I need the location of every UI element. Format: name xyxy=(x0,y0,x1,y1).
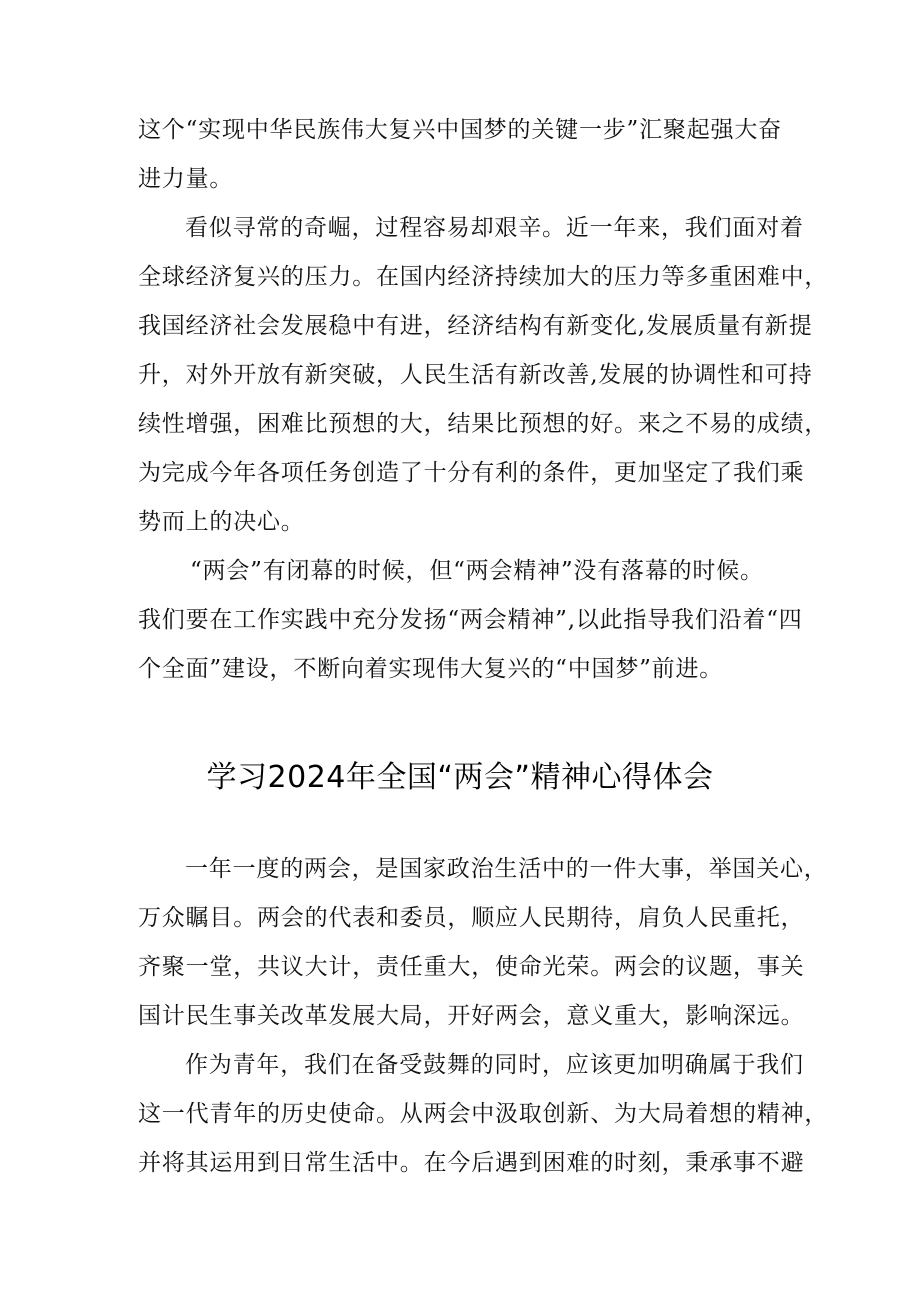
text-line: 个全面”建设，不断向着实现伟大复兴的“中国梦”前进。 xyxy=(138,656,724,682)
text-line: 作为青年，我们在备受鼓舞的同时，应该更加明确属于我们 xyxy=(185,1052,804,1078)
text-line: 为完成今年各项任务创造了十分有利的条件，更加坚定了我们乘 xyxy=(138,460,805,486)
text-line: 我国经济社会发展稳中有进，经济结构有新变化,发展质量有新提 xyxy=(138,313,813,339)
text-line: 一年一度的两会，是国家政治生活中的一件大事，举国关心， xyxy=(185,856,828,882)
body-text-section-1 xyxy=(138,106,829,694)
text-line: 齐聚一堂，共议大计，责任重大，使命光荣。两会的议题，事关 xyxy=(138,954,805,980)
text-line: 看似寻常的奇崛，过程容易却艰辛。近一年来，我们面对着 xyxy=(185,215,804,241)
text-line: 全球经济复兴的压力。在国内经济持续加大的压力等多重困难中， xyxy=(138,264,829,290)
text-line: 我们要在工作实践中充分发扬“两会精神”,以此指导我们沿着“四 xyxy=(138,607,803,633)
body-text-section-2 xyxy=(138,845,829,1188)
text-line: 万众瞩目。两会的代表和委员，顺应人民期待，肩负人民重托， xyxy=(138,905,805,931)
page-title: 学习2024年全国“两会”精神心得体会 xyxy=(206,760,714,795)
text-line: 国计民生事关改革发展大局，开好两会，意义重大，影响深远。 xyxy=(138,1003,805,1029)
text-line: 续性增强，困难比预想的大，结果比预想的好。来之不易的成绩， xyxy=(138,411,829,437)
text-line: 并将其运用到日常生活中。在今后遇到困难的时刻，秉承事不避 xyxy=(138,1150,805,1176)
text-line: 这个“实现中华民族伟大复兴中国梦的关键一步”汇聚起强大奋 xyxy=(138,117,782,143)
text-line: 升，对外开放有新突破，人民生活有新改善,发展的协调性和可持 xyxy=(138,362,813,388)
text-line: 进力量。 xyxy=(138,166,234,192)
text-line: 势而上的决心。 xyxy=(138,509,305,535)
text-line: 这一代青年的历史使命。从两会中汲取创新、为大局着想的精神， xyxy=(138,1101,829,1127)
text-line: “两会”有闭幕的时候，但“两会精神”没有落幕的时候。 xyxy=(190,558,764,584)
